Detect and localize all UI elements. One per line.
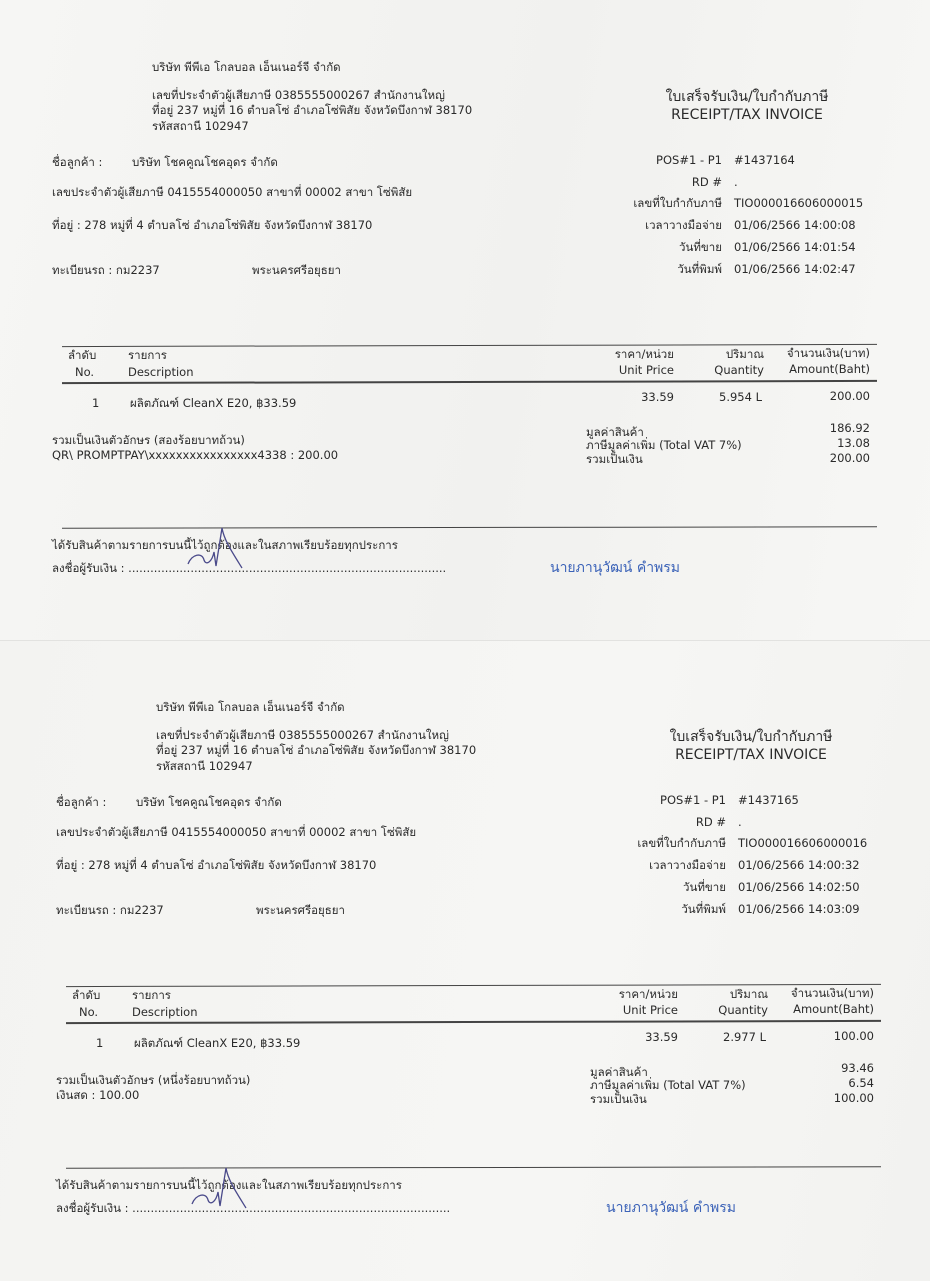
item-qty: 2.977 L [723, 1030, 766, 1044]
pos-value: #1437164 [734, 153, 795, 167]
amount-in-words: รวมเป็นเงินตัวอักษร (สองร้อยบาทถ้วน) [52, 433, 245, 447]
receipt-title-en: RECEIPT/TAX INVOICE [671, 107, 823, 123]
col-amt-th: จำนวนเงิน(บาท) [786, 346, 870, 360]
receipt-title-th: ใบเสร็จรับเงิน/ใบกำกับภาษี [669, 729, 833, 745]
item-no: 1 [92, 396, 100, 410]
customer-address: ที่อยู่ : 278 หมู่ที่ 4 ตำบลโซ่ อำเภอโซ่พิสัย จังหวัดบึงกาฬ 38170 [56, 858, 377, 872]
station-code: รหัสสถานี 102947 [152, 119, 249, 133]
print-date-label: วันที่พิมพ์ [681, 902, 726, 916]
customer-label: ชื่อลูกค้า : [56, 795, 107, 809]
col-qty-en: Quantity [714, 363, 764, 377]
col-qty-en: Quantity [718, 1003, 768, 1017]
table-header-rule [62, 380, 877, 384]
receive-statement: ได้รับสินค้าตามรายการบนนี้ไว้ถูกต้องและในสภาพเรียบร้อยทุกประการ [52, 538, 398, 552]
receipt-title-en: RECEIPT/TAX INVOICE [675, 747, 827, 763]
customer-address: ที่อยู่ : 278 หมู่ที่ 4 ตำบลโซ่ อำเภอโซ่พิสัย จังหวัดบึงกาฬ 38170 [52, 218, 373, 232]
table-header-rule [66, 1020, 881, 1024]
tax-invoice-label: เลขที่ใบกำกับภาษี [637, 836, 726, 850]
station-code: รหัสสถานี 102947 [156, 759, 253, 773]
plate-province: พระนครศรีอยุธยา [256, 903, 346, 917]
col-price-th: ราคา/หน่วย [614, 347, 674, 361]
tax-invoice-value: TIO000016606000016 [738, 836, 868, 850]
signature-line: ลงชื่อผู้รับเงิน : ....................................................................................... [56, 1201, 451, 1215]
col-price-en: Unit Price [618, 363, 674, 377]
subtotal-label: มูลค่าสินค้า [590, 1065, 648, 1079]
handover-value: 01/06/2566 14:00:08 [734, 218, 856, 232]
col-desc-en: Description [128, 365, 194, 379]
col-no-th: ลำดับ [68, 348, 97, 362]
tax-invoice-value: TIO000016606000015 [734, 196, 864, 210]
sale-date-label: วันที่ขาย [679, 240, 722, 254]
sale-date-label: วันที่ขาย [683, 880, 726, 894]
plate-province: พระนครศรีอยุธยา [252, 263, 342, 277]
handover-label: เวลาวางมือจ่าย [649, 858, 726, 872]
handover-label: เวลาวางมือจ่าย [645, 218, 722, 232]
receipt-1 [0, 0, 930, 640]
license-plate: ทะเบียนรถ : กม2237 [56, 903, 164, 917]
col-no-th: ลำดับ [72, 988, 101, 1002]
col-price-th: ราคา/หน่วย [618, 987, 678, 1001]
rd-value: . [734, 175, 738, 189]
col-qty-th: ปริมาณ [729, 987, 768, 1001]
print-date-value: 01/06/2566 14:02:47 [734, 262, 856, 276]
item-price: 33.59 [641, 390, 674, 404]
item-desc: ผลิตภัณฑ์ CleanX E20, ฿33.59 [130, 396, 297, 410]
handover-value: 01/06/2566 14:00:32 [738, 858, 860, 872]
vat-value: 13.08 [837, 436, 870, 450]
customer-tax-id: เลขประจำตัวผู้เสียภาษี 0415554000050 สาขาที่ 00002 สาขา โซ่พิสัย [52, 185, 413, 199]
receipt-title-th: ใบเสร็จรับเงิน/ใบกำกับภาษี [665, 89, 829, 105]
vat-label: ภาษีมูลค่าเพิ่ม (Total VAT 7%) [586, 438, 742, 452]
company-name: บริษัท พีพีเอ โกลบอล เอ็นเนอร์จี จำกัด [152, 60, 341, 74]
pos-label: POS#1 - P1 [656, 153, 722, 167]
handwritten-signature [180, 522, 250, 572]
col-desc-th: รายการ [128, 348, 167, 362]
col-amt-th: จำนวนเงิน(บาท) [790, 986, 874, 1000]
customer-name: บริษัท โชคคูณโชคอุดร จำกัด [136, 795, 282, 809]
company-tax-id: เลขที่ประจำตัวผู้เสียภาษี 0385555000267 สำนักงานใหญ่ [156, 728, 449, 742]
print-date-label: วันที่พิมพ์ [677, 262, 722, 276]
col-price-en: Unit Price [622, 1003, 678, 1017]
col-no-en: No. [79, 1005, 99, 1019]
receive-statement: ได้รับสินค้าตามรายการบนนี้ไว้ถูกต้องและในสภาพเรียบร้อยทุกประการ [56, 1178, 402, 1192]
handwritten-signature [184, 1162, 254, 1212]
subtotal-value: 186.92 [829, 421, 870, 435]
vat-value: 6.54 [848, 1076, 874, 1090]
amount-in-words: รวมเป็นเงินตัวอักษร (หนึ่งร้อยบาทถ้วน) [56, 1073, 251, 1087]
item-amount: 100.00 [833, 1029, 874, 1043]
company-address: ที่อยู่ 237 หมู่ที่ 16 ตำบลโซ่ อำเภอโซ่พิสัย จังหวัดบึงกาฬ 38170 [152, 103, 473, 117]
print-date-value: 01/06/2566 14:03:09 [738, 902, 860, 916]
rd-value: . [738, 815, 742, 829]
vat-label: ภาษีมูลค่าเพิ่ม (Total VAT 7%) [590, 1078, 746, 1092]
customer-tax-id: เลขประจำตัวผู้เสียภาษี 0415554000050 สาขาที่ 00002 สาขา โซ่พิสัย [56, 825, 417, 839]
pos-value: #1437165 [738, 793, 799, 807]
sale-date-value: 01/06/2566 14:01:54 [734, 240, 856, 254]
signature-line: ลงชื่อผู้รับเงิน : ....................................................................................... [52, 561, 447, 575]
tax-invoice-label: เลขที่ใบกำกับภาษี [633, 196, 722, 210]
cashier-name-stamp: นายภานุวัฒน์ คำพรม [550, 560, 681, 576]
rd-label: RD # [691, 175, 722, 189]
col-desc-th: รายการ [132, 988, 171, 1002]
payment-method: QR\ PROMPTPAY\xxxxxxxxxxxxxxxx4338 : 200.00 [52, 448, 339, 462]
col-qty-th: ปริมาณ [725, 347, 764, 361]
item-price: 33.59 [645, 1030, 678, 1044]
total-value: 100.00 [833, 1091, 874, 1105]
item-amount: 200.00 [829, 389, 870, 403]
receipt-2 [0, 640, 930, 1281]
total-value: 200.00 [829, 451, 870, 465]
col-amt-en: Amount(Baht) [793, 1002, 874, 1016]
total-label: รวมเป็นเงิน [586, 452, 643, 466]
license-plate: ทะเบียนรถ : กม2237 [52, 263, 160, 277]
company-address: ที่อยู่ 237 หมู่ที่ 16 ตำบลโซ่ อำเภอโซ่พิสัย จังหวัดบึงกาฬ 38170 [156, 743, 477, 757]
subtotal-value: 93.46 [841, 1061, 874, 1075]
sale-date-value: 01/06/2566 14:02:50 [738, 880, 860, 894]
col-desc-en: Description [132, 1005, 198, 1019]
col-amt-en: Amount(Baht) [789, 362, 870, 376]
item-qty: 5.954 L [719, 390, 762, 404]
customer-name: บริษัท โชคคูณโชคอุดร จำกัด [132, 155, 278, 169]
item-desc: ผลิตภัณฑ์ CleanX E20, ฿33.59 [134, 1036, 301, 1050]
item-no: 1 [96, 1036, 104, 1050]
pos-label: POS#1 - P1 [660, 793, 726, 807]
rd-label: RD # [695, 815, 726, 829]
cashier-name-stamp: นายภานุวัฒน์ คำพรม [606, 1200, 737, 1216]
total-label: รวมเป็นเงิน [590, 1092, 647, 1106]
subtotal-label: มูลค่าสินค้า [586, 425, 644, 439]
company-tax-id: เลขที่ประจำตัวผู้เสียภาษี 0385555000267 สำนักงานใหญ่ [152, 88, 445, 102]
company-name: บริษัท พีพีเอ โกลบอล เอ็นเนอร์จี จำกัด [156, 700, 345, 714]
customer-label: ชื่อลูกค้า : [52, 155, 103, 169]
col-no-en: No. [75, 365, 95, 379]
payment-method: เงินสด : 100.00 [56, 1088, 140, 1102]
